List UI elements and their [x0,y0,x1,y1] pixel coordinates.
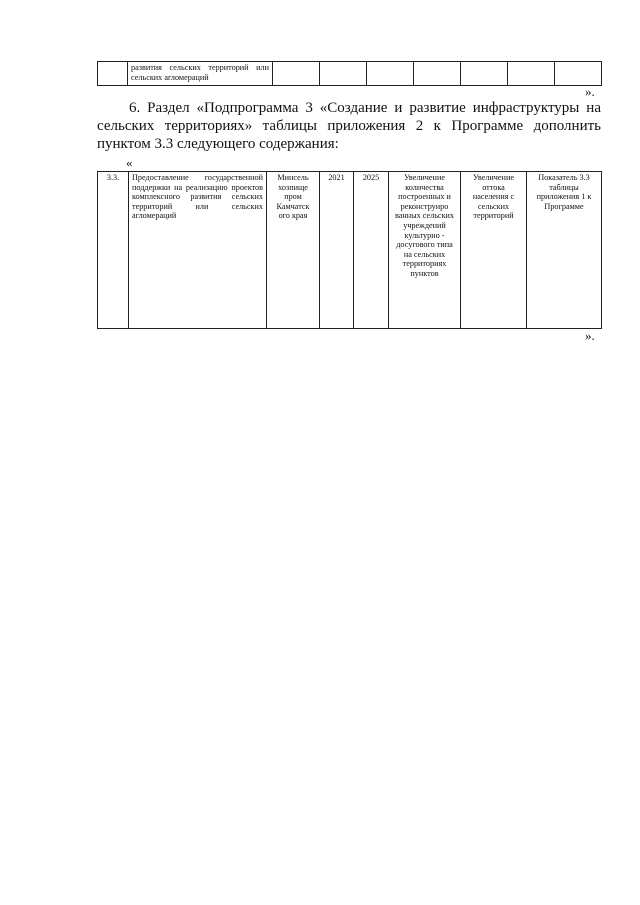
cell-end-year: 2025 [354,172,389,329]
closing-quote: ». [585,84,595,99]
cell-expected-result [414,62,461,86]
cell-link-indicator: Показатель 3.3 таблицы приложения 1 к Программе [527,172,602,329]
cell-expected-result: Увеличение количества построенных и реконструиро ванных сельских учреждений культурно - досугового типа на сельских территориях пунктов [389,172,461,329]
cell-link-indicator [508,62,555,86]
table-row [98,62,602,86]
cell-executor: Минсель хозпище пром Камчатск ого края [267,172,320,329]
cell-executor [273,62,320,86]
cell-consequence: Увеличение оттока населения с сельских территорий [461,172,527,329]
cell-start-year [320,62,367,86]
previous-table-fragment [97,61,602,86]
cell-end-year [367,62,414,86]
cell-extra [555,62,602,86]
cell-name: Предоставление государственной поддержки на реализацию проектов комплексного развития сельских территорий или сельских агломераций [129,172,267,329]
opening-quote: « [126,155,133,170]
cell-number [98,62,128,86]
amendment-table [97,171,602,329]
table-row [98,172,602,329]
amendment-paragraph: 6. Раздел «Подпрограмма 3 «Создание и развитие инфраструктуры на сельских территориях» таблицы приложения 2 к Программе дополнить пунктом 3.3 следующего содержания: [97,100,601,152]
cell-name: развития сельских территорий или сельских агломераций [128,62,273,86]
cell-consequence [461,62,508,86]
closing-quote: ». [585,328,595,343]
cell-start-year: 2021 [320,172,354,329]
cell-number: 3.3. [98,172,129,329]
